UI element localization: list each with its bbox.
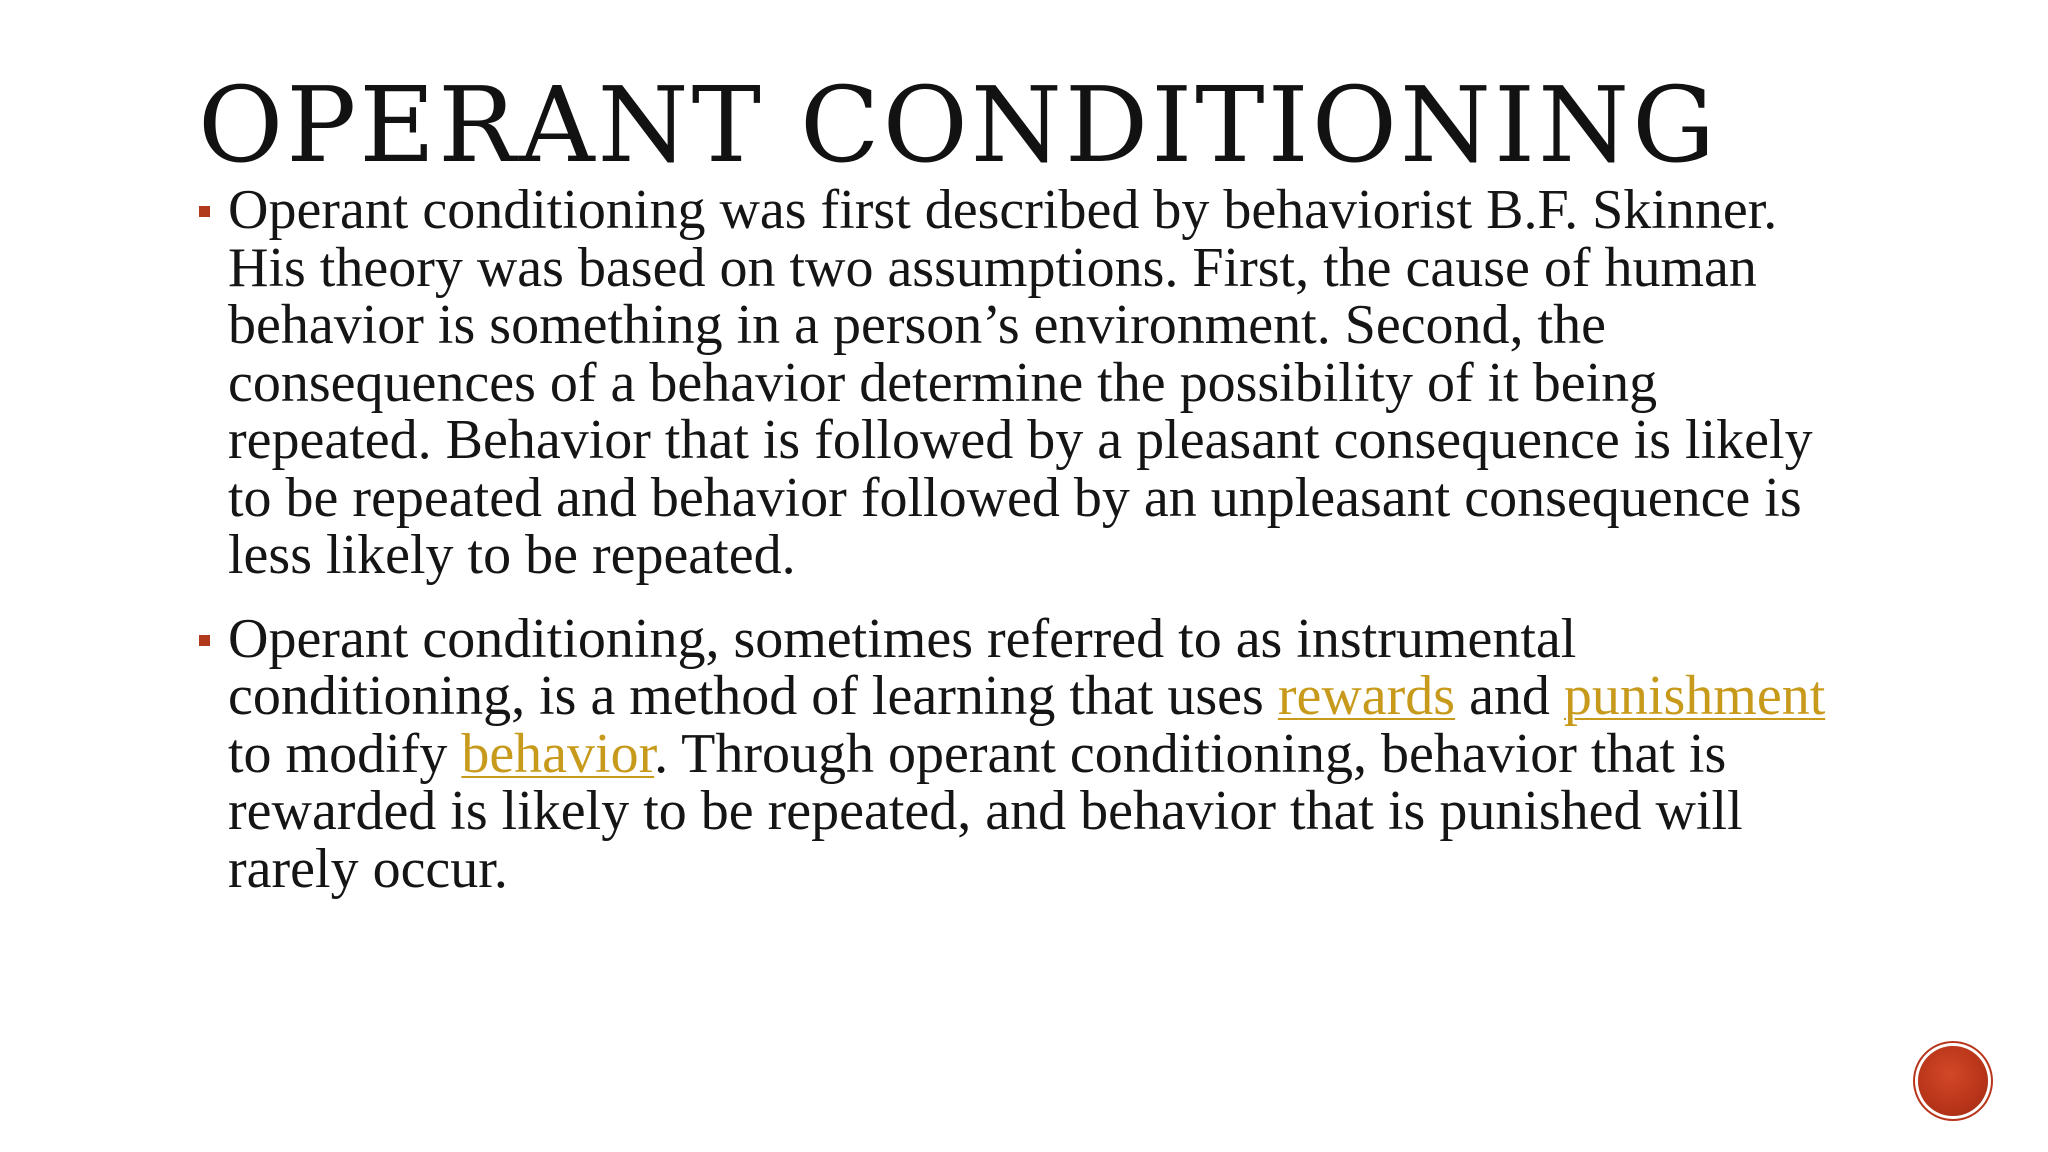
circle-button-icon[interactable]: [1918, 1046, 1988, 1116]
bullet-text-part: to modify: [228, 722, 462, 785]
bullet-text-part: Operant conditioning, sometimes referred to as instrumental conditioning, is a method of learning that uses: [228, 607, 1577, 727]
behavior-link[interactable]: behavior: [461, 722, 655, 785]
bullet-list: [198, 179, 1858, 900]
punishment-link[interactable]: punishment: [1563, 665, 1826, 727]
bullet-item-1: [198, 179, 1858, 586]
slide-title: OPERANT CONDITIONING: [198, 64, 1719, 186]
square-bullet-icon: [199, 635, 210, 646]
bullet-text-part: . Through operant conditioning, behavior that is rewarded is likely to be repeated, and behavior that is punished will rarely occur.: [228, 722, 1743, 900]
bullet-text-part: and: [1455, 665, 1564, 727]
square-bullet-icon: [199, 206, 210, 217]
bullet-item-2: [198, 607, 1858, 900]
bullet-text: Operant conditioning was first described by behaviorist B.F. Skinner. His theory was based on two assumptions. First, the cause of human behavior is something in a person’s environment. Second, the consequences of a behavior determine the possibility of it being repeated. Behavior that is followed by a pleasant consequence is likely to be repeated and behavior followed by an unpleasant consequence is less likely to be repeated.: [228, 179, 1813, 586]
rewards-link[interactable]: rewards: [1277, 665, 1456, 727]
